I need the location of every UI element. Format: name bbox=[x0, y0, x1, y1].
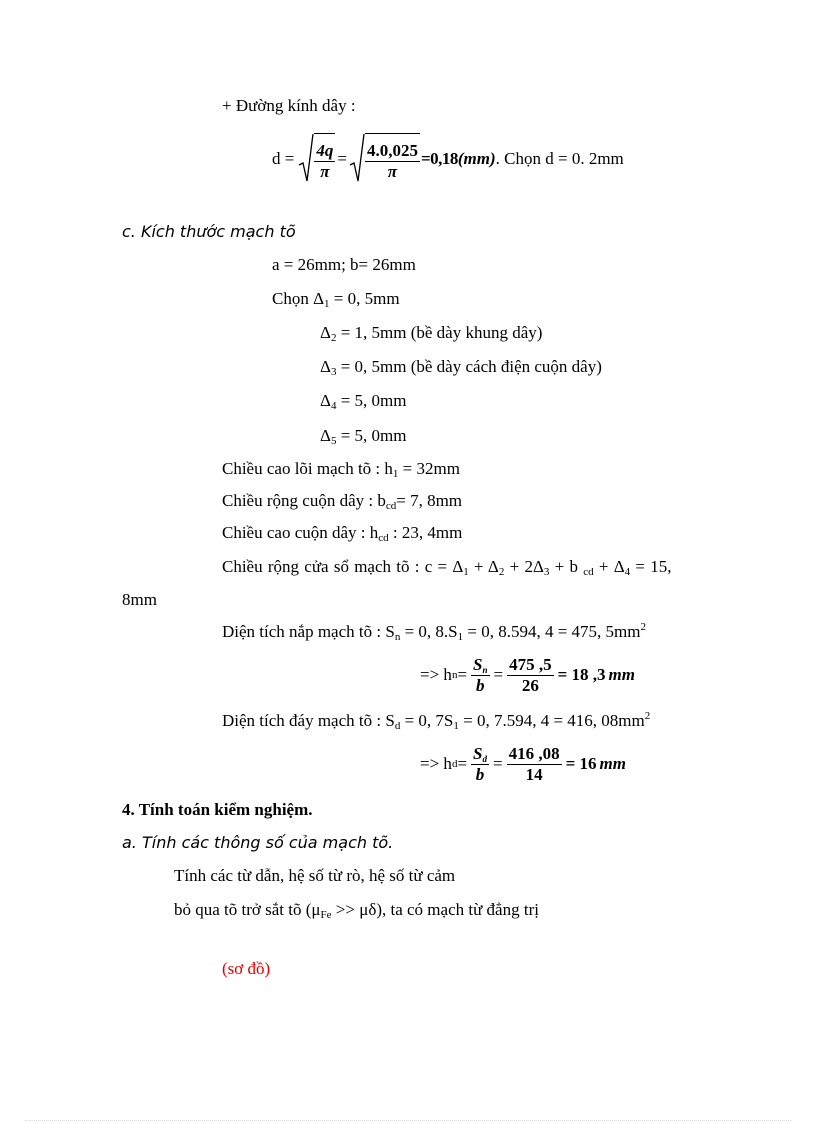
lid-height-formula: => h n = $\frac{S_n}{b}$ = $\frac{475 ,5}{26}$ = 18 ,3 mm bbox=[420, 654, 635, 695]
sqrt1-num: 4q bbox=[316, 141, 334, 161]
window-width-cont: 8mm bbox=[122, 590, 157, 609]
sqrt2-den: π bbox=[387, 162, 398, 182]
wire-diameter-formula bbox=[272, 134, 624, 184]
frac-475-26: $\frac{475 ,5}{26}$ bbox=[509, 654, 552, 695]
diagram-placeholder: (sơ đồ) bbox=[222, 959, 271, 978]
formula-unit: (mm) bbox=[457, 149, 496, 168]
formula-choice: . Chọn d = 0. 2mm bbox=[495, 149, 624, 168]
equivalent-circuit-line: bỏ qua tõ trở sắt tõ $(\mu_{Fe} >> \mu\delta)$, ta có mạch từ đẳng trị bbox=[174, 900, 539, 921]
delta-2-line: $\Delta_2 = 1$, 5mm (bề dày khung dây) bbox=[320, 323, 543, 344]
magnetic-params-line: Tính các từ dẫn, hệ số từ rò, hệ số từ cảm bbox=[174, 866, 456, 885]
coil-height-line: Chiều cao cuộn dây : $h_{cd}$ : 23, 4mm bbox=[222, 523, 463, 544]
sqrt-2 bbox=[349, 133, 420, 186]
delta-3-line: $\Delta_3 = 0$, 5mm (bề dày cách điện cuộn dây) bbox=[320, 357, 602, 378]
coil-width-line: Chiều rộng cuộn dây : $b_{cd}= 7$, 8mm bbox=[222, 491, 463, 512]
delta-1-line: Chọn $\Delta_1 = 0$, 5mm bbox=[272, 289, 400, 310]
base-height-formula: => h d = $\frac{S_d}{b}$ = $\frac{416 ,08}{14}$ = 16 mm bbox=[420, 743, 626, 784]
sqrt-1 bbox=[298, 133, 335, 186]
window-width-line: Chiều rộng cửa sổ mạch tõ : $c = \Delta_1 + \Delta_2 + 2\Delta_3 + b$ $_{cd} + \Delta_4 = 15$, bbox=[222, 557, 672, 578]
formula-result: =0,18 bbox=[420, 149, 458, 168]
frac-sn-b: $\frac{S_n}{b}$ bbox=[473, 654, 488, 695]
dimension-ab: a = 26mm; b= 26mm bbox=[272, 255, 416, 274]
section-a-heading: a. Tính các thông số của mạch tõ. bbox=[122, 833, 394, 852]
formula-lhs: d = bbox=[272, 149, 295, 168]
wire-diameter-heading: + Đường kính dây : bbox=[222, 96, 356, 115]
delta-4-line: $\Delta_4 = 5$, 0mm bbox=[320, 391, 407, 412]
lid-area-line: Diện tích nắp mạch tõ : $S_n = 0$, $8.S_1 = 0$, 8.594, 4 = 475, $5mm^2$ bbox=[222, 621, 646, 643]
frac-sd-b: $\frac{S_d}{b}$ bbox=[473, 743, 487, 784]
sqrt1-den: π bbox=[320, 162, 330, 182]
formula-eq: = bbox=[337, 149, 347, 168]
core-height-line: Chiều cao lõi mạch tõ : $h_1 = 32mm$ bbox=[222, 459, 460, 480]
frac-416-14: $\frac{416 ,08}{14}$ bbox=[508, 743, 560, 784]
sqrt2-num: 4.0,025 bbox=[366, 141, 418, 161]
section-4-heading: 4. Tính toán kiểm nghiệm. bbox=[122, 800, 313, 819]
delta-5-line: $\Delta_5 = 5$, 0mm bbox=[320, 426, 407, 447]
section-c-heading: c. Kích thước mạch tõ bbox=[122, 222, 296, 241]
base-area-line: Diện tích đáy mạch tõ : $S_d = 0$, $7S_1 = 0$, 7.594, 4 = 416, $08mm^2$ bbox=[222, 710, 651, 732]
page-bottom-divider bbox=[25, 1120, 791, 1121]
